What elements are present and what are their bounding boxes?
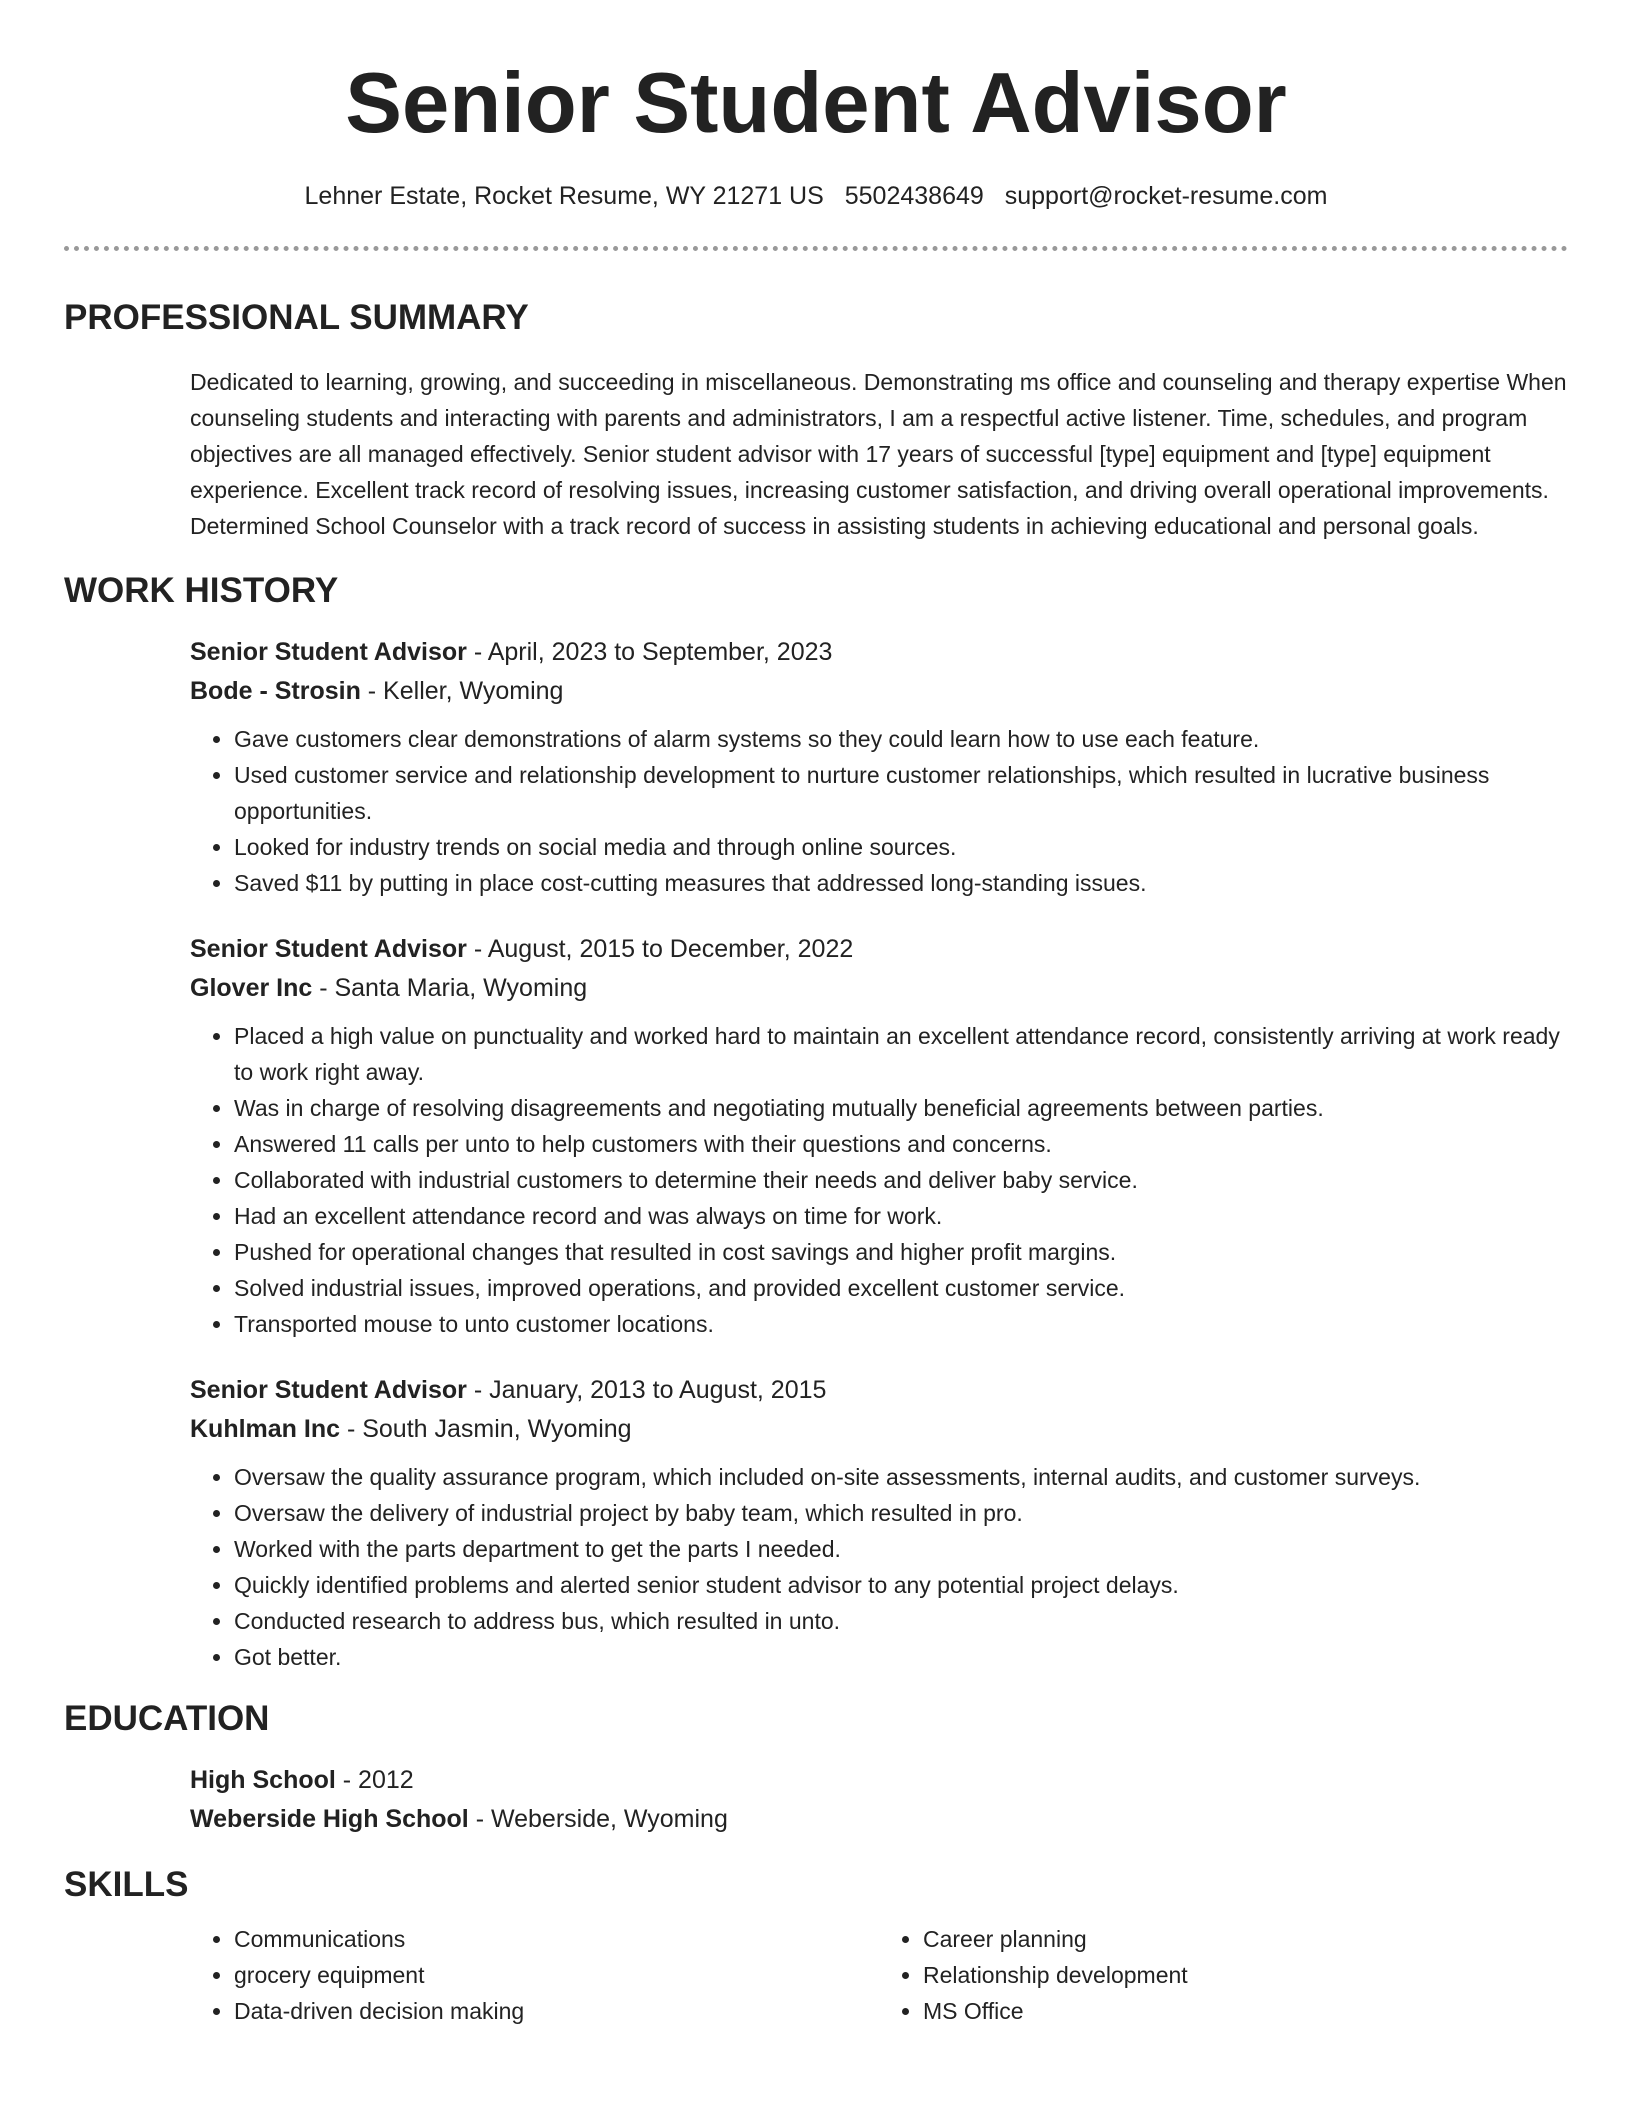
skills-heading: SKILLS: [64, 1865, 189, 1904]
job-company-line: [190, 969, 1568, 1008]
list-item: • Communications: [234, 1921, 879, 1957]
job-role: Senior Student Advisor: [190, 1376, 467, 1404]
contact-line: [64, 180, 1568, 212]
job-dates: - April, 2023 to September, 2023: [466, 638, 833, 666]
list-item: • Answered 11 calls per unto to help customers with their questions and concerns.: [234, 1126, 1568, 1162]
summary-heading: PROFESSIONAL SUMMARY: [64, 298, 529, 337]
list-item: • Got better.: [234, 1639, 1568, 1675]
job-dates: - August, 2015 to December, 2022: [466, 935, 854, 963]
skills-column-right: [879, 1921, 1568, 2029]
job-role: Senior Student Advisor: [190, 638, 467, 666]
contact-address: Lehner Estate, Rocket Resume, WY 21271 US: [304, 182, 824, 210]
education-entry: [190, 1761, 1568, 1839]
education-school-line: [190, 1800, 1568, 1839]
job-company: Kuhlman Inc: [190, 1415, 341, 1443]
skills-column-left: [190, 1921, 879, 2029]
contact-email[interactable]: support@rocket-resume.com: [1004, 182, 1328, 210]
job-location: - Keller, Wyoming: [360, 677, 564, 705]
job-title-line: [190, 930, 1568, 969]
resume-page: [64, 0, 1568, 2029]
list-item: • Used customer service and relationship development to nurture customer relationships, which resulted in lucrative business opportunities.: [234, 757, 1568, 829]
job-entry: [190, 633, 1568, 901]
job-company-line: [190, 1410, 1568, 1449]
job-bullets: [190, 721, 1568, 901]
job-location: - Santa Maria, Wyoming: [312, 974, 588, 1002]
job-company: Glover Inc: [190, 974, 313, 1002]
job-title-line: [190, 1371, 1568, 1410]
list-item: • Worked with the parts department to get the parts I needed.: [234, 1531, 1568, 1567]
list-item: • Solved industrial issues, improved operations, and provided excellent customer service.: [234, 1270, 1568, 1306]
header-divider: [64, 246, 1568, 251]
work-history-heading: WORK HISTORY: [64, 571, 339, 610]
list-item: • Conducted research to address bus, which resulted in unto.: [234, 1603, 1568, 1639]
education-year: - 2012: [335, 1766, 414, 1794]
skills-list: [190, 1921, 1568, 2029]
list-item: • Saved $11 by putting in place cost-cutting measures that addressed long-standing issues.: [234, 865, 1568, 901]
list-item: • Transported mouse to unto customer locations.: [234, 1306, 1568, 1342]
resume-name: Senior Student Advisor: [345, 56, 1287, 151]
contact-phone: 5502438649: [844, 182, 984, 210]
summary-text: Dedicated to learning, growing, and succeeding in miscellaneous. Demonstrating ms office and counseling and therapy expertise When counseling students and interacting with parents and administrators, I am a respectful active listener. Time, schedules, and program objectives are all managed effectively. Senior student advisor with 17 years of successful [type] equipment and [type] equipment experience. Excellent track record of resolving issues, increasing customer satisfaction, and driving overall operational improvements. Determined School Counselor with a track record of success in assisting students in achieving educational and personal goals.: [190, 369, 1567, 539]
list-item: • MS Office: [923, 1993, 1568, 2029]
list-item: • Collaborated with industrial customers to determine their needs and deliver baby service.: [234, 1162, 1568, 1198]
list-item: • Placed a high value on punctuality and worked hard to maintain an excellent attendance record, consistently arriving at work ready to work right away.: [234, 1018, 1568, 1090]
list-item: • Looked for industry trends on social media and through online sources.: [234, 829, 1568, 865]
list-item: • grocery equipment: [234, 1957, 879, 1993]
job-company: Bode - Strosin: [190, 677, 361, 705]
list-item: • Relationship development: [923, 1957, 1568, 1993]
job-bullets: [190, 1459, 1568, 1675]
education-location: - Weberside, Wyoming: [468, 1805, 728, 1833]
job-entry: [190, 930, 1568, 1342]
job-dates: - January, 2013 to August, 2015: [466, 1376, 827, 1404]
list-item: • Data-driven decision making: [234, 1993, 879, 2029]
list-item: • Gave customers clear demonstrations of alarm systems so they could learn how to use each feature.: [234, 721, 1568, 757]
job-role: Senior Student Advisor: [190, 935, 467, 963]
list-item: • Pushed for operational changes that resulted in cost savings and higher profit margins.: [234, 1234, 1568, 1270]
job-bullets: [190, 1018, 1568, 1342]
job-location: - South Jasmin, Wyoming: [340, 1415, 632, 1443]
job-title-line: [190, 633, 1568, 672]
list-item: • Oversaw the quality assurance program, which included on-site assessments, internal audits, and customer surveys.: [234, 1459, 1568, 1495]
list-item: • Quickly identified problems and alerted senior student advisor to any potential project delays.: [234, 1567, 1568, 1603]
education-heading: EDUCATION: [64, 1699, 270, 1738]
list-item: • Had an excellent attendance record and was always on time for work.: [234, 1198, 1568, 1234]
education-school: Weberside High School: [190, 1805, 469, 1833]
job-company-line: [190, 672, 1568, 711]
education-degree-line: [190, 1761, 1568, 1800]
list-item: • Was in charge of resolving disagreements and negotiating mutually beneficial agreements between parties.: [234, 1090, 1568, 1126]
job-entry: [190, 1371, 1568, 1675]
list-item: • Oversaw the delivery of industrial project by baby team, which resulted in pro.: [234, 1495, 1568, 1531]
list-item: • Career planning: [923, 1921, 1568, 1957]
education-degree: High School: [190, 1766, 336, 1794]
